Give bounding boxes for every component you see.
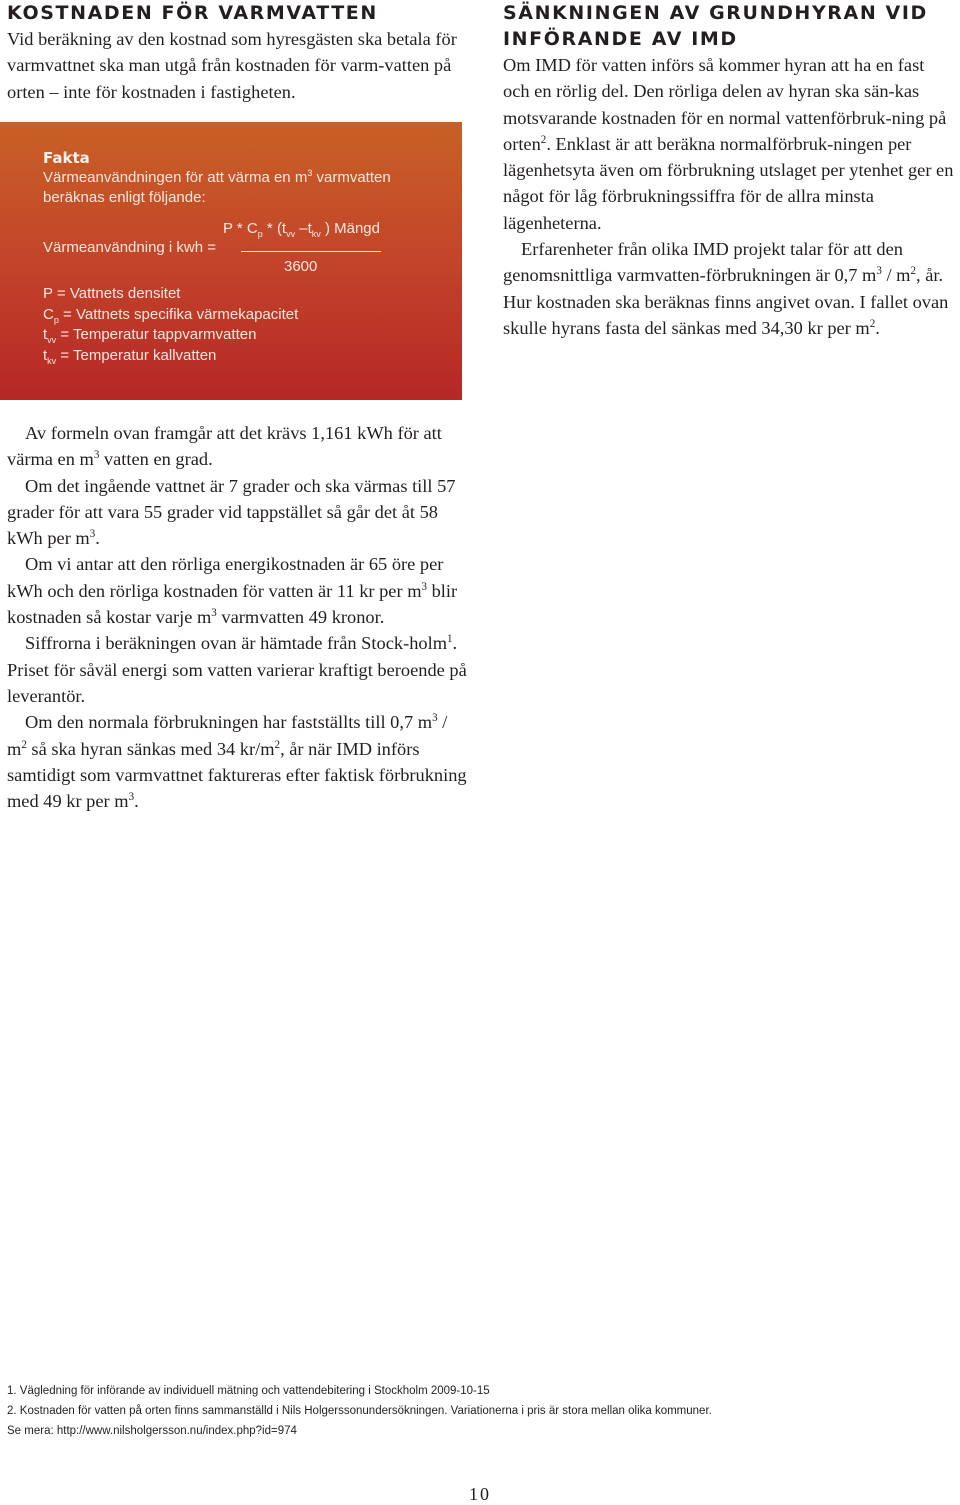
fakta-title: Fakta bbox=[43, 149, 90, 167]
calc-p5-sup4: 3 bbox=[128, 791, 135, 804]
calc-p2-b: . bbox=[95, 528, 100, 549]
formula-vv-sub: vv bbox=[286, 229, 296, 239]
def-tvv-text: = Temperatur tappvarmvatten bbox=[56, 326, 257, 343]
formula-mid: * (t bbox=[262, 220, 287, 237]
def-cp-sub: p bbox=[53, 314, 59, 325]
calc-p5-b: / m bbox=[7, 712, 448, 759]
formula-p: P * C bbox=[223, 220, 258, 237]
def-cp-text: = Vattnets specifika värmekapacitet bbox=[58, 305, 299, 323]
calc-p3-sup2: 3 bbox=[211, 606, 217, 619]
calc-p5-a: Om den normala förbrukningen har fastställts till 0,7 m bbox=[25, 712, 433, 733]
def-tkv-text: = Temperatur kallvatten bbox=[56, 346, 217, 364]
calc-p1-a: Av formeln ovan framgår att det krävs 1,161 kWh för att värma en m bbox=[7, 423, 442, 470]
formula bbox=[43, 220, 442, 284]
formula-p-sub: p bbox=[257, 229, 263, 239]
calc-p5-e: . bbox=[134, 791, 139, 812]
formula-kv-sub: kv bbox=[311, 229, 321, 239]
right-p1-a: Om IMD för vatten införs så kommer hyran att ha en fast och en rörlig del. Den rörliga delen av hyran ska sän-kas motsvarande kostnaden för en normal vattenförbruk-ning på orten bbox=[503, 55, 947, 154]
calc-paragraph-5 bbox=[7, 709, 467, 814]
formula-denominator: 3600 bbox=[284, 258, 318, 275]
calc-p2-sup: 3 bbox=[89, 528, 96, 541]
formula-dash: –t bbox=[295, 220, 312, 237]
def-tvv bbox=[43, 325, 442, 346]
fakta-intro-sup: 3 bbox=[307, 168, 313, 178]
right-p2-sup3: 2 bbox=[869, 317, 876, 330]
calc-p5-sup1: 3 bbox=[432, 712, 438, 725]
heading-kostnaden-for-varmvatten: KOSTNADEN FÖR VARMVATTEN bbox=[7, 2, 378, 24]
calc-paragraph-1 bbox=[7, 420, 467, 473]
calc-paragraph-4 bbox=[7, 630, 467, 709]
section-sankning-grundhyra bbox=[503, 0, 955, 341]
calc-paragraph-2 bbox=[7, 473, 467, 552]
right-paragraph-2 bbox=[503, 236, 955, 341]
fakta-box bbox=[0, 122, 462, 400]
formula-end: ) Mängd bbox=[320, 220, 380, 237]
fakta-intro-post: varmvatten beräknas enligt följande: bbox=[43, 169, 391, 206]
right-body bbox=[503, 52, 955, 341]
calc-p4-sup: 1 bbox=[447, 633, 453, 646]
right-paragraph-1 bbox=[503, 52, 955, 236]
calc-p5-c: så ska hyran sänkas med 34 kr/m bbox=[26, 738, 275, 759]
calc-p1-b: vatten en grad. bbox=[99, 449, 213, 470]
calc-p5-sup3: 2 bbox=[274, 738, 281, 751]
definitions bbox=[43, 284, 442, 366]
page-number: 10 bbox=[469, 1484, 491, 1504]
right-p2-sup1: 3 bbox=[876, 265, 882, 278]
right-p2-d: . bbox=[875, 317, 880, 338]
footnote-2: 2. Kostnaden för vatten på orten finns sammanställd i Nils Holgerssonundersökningen. Variationerna i pris är stora mellan olika kommuner. bbox=[7, 1405, 712, 1417]
right-p2-a: Erfarenheter från olika IMD projekt talar för att den genomsnittliga varmvatten-förbrukningen är 0,7 m bbox=[503, 239, 903, 286]
intro-text: Vid beräkning av den kostnad som hyresgästen ska betala för varmvattnet ska man utgå från kostnaden för varm-vatten på orten – inte för kostnaden i fastigheten. bbox=[7, 29, 457, 102]
calc-p4-a: Siffrorna i beräkningen ovan är hämtade från Stock-holm bbox=[25, 633, 447, 654]
footnote-1: 1. Vägledning för införande av individuell mätning och vattendebitering i Stockholm 2009-10-15 bbox=[7, 1385, 490, 1397]
right-p2-b: / m bbox=[881, 265, 911, 286]
calc-p1-sup: 3 bbox=[93, 449, 100, 462]
section-varmvatten bbox=[7, 0, 467, 105]
def-p: P = Vattnets densitet bbox=[43, 285, 181, 302]
right-p2-c: , år. Hur kostnaden ska beräknas finns angivet ovan. I fallet ovan skulle hyrans fasta del sänkas med 34,30 kr per m bbox=[503, 265, 949, 338]
heading-sankningen-av-grundhyran: SÄNKNINGEN AV GRUNDHYRAN VID INFÖRANDE AV IMD bbox=[503, 2, 928, 50]
def-tvv-sub: vv bbox=[47, 335, 57, 345]
calc-p4-b: . Priset för såväl energi som vatten varierar kraftigt beroende på leverantör. bbox=[7, 633, 467, 706]
calc-p3-a: Om vi antar att den rörliga energikostnaden är 65 öre per kWh och den rörliga kostnaden för vatten är 11 kr per m bbox=[7, 554, 444, 601]
def-tvv-sym: t bbox=[43, 326, 48, 343]
formula-numerator bbox=[223, 220, 380, 237]
def-tkv bbox=[43, 346, 442, 367]
right-p1-b: . Enklast är att beräkna normalförbruk-ningen per lägenhetsyta även om förbrukning utslaget per ytenhet ger en något för låg förbrukningssiffra för de allra minsta lägenheterna. bbox=[503, 133, 954, 233]
def-cp-sym: C bbox=[43, 305, 54, 323]
right-p2-sup2: 2 bbox=[910, 265, 916, 278]
footnotes bbox=[7, 1381, 947, 1441]
calc-p3-sup1: 3 bbox=[421, 580, 428, 593]
fakta-content bbox=[43, 148, 442, 366]
calc-p3-c: varmvatten 49 kronor. bbox=[216, 607, 385, 628]
def-tkv-sub: kv bbox=[47, 355, 57, 366]
fakta-intro-pre: Värmeanvändningen för att värma en m bbox=[43, 169, 308, 186]
calc-p5-sup2: 2 bbox=[21, 738, 27, 751]
def-cp bbox=[43, 305, 442, 326]
def-tkv-sym: t bbox=[43, 346, 48, 364]
intro-paragraph bbox=[7, 26, 467, 105]
calculation-text bbox=[7, 420, 467, 814]
calc-p3-b: blir kostnaden så kostar varje m bbox=[7, 580, 458, 628]
right-p1-sup: 2 bbox=[540, 133, 547, 146]
fakta-intro bbox=[43, 168, 442, 208]
fraction-bar bbox=[241, 251, 381, 252]
see-more-link[interactable]: Se mera: http://www.nilsholgersson.nu/index.php?id=974 bbox=[7, 1425, 297, 1437]
calc-p5-d: , år när IMD införs samtidigt som varmvattnet faktureras efter faktisk förbrukning med 49 kr per m bbox=[7, 738, 467, 812]
formula-lhs: Värmeanvändning i kwh = bbox=[43, 239, 217, 256]
calc-paragraph-3 bbox=[7, 551, 467, 630]
calc-p2-a: Om det ingående vattnet är 7 grader och ska värmas till 57 grader för att vara 55 grader vid tappstället så går det åt 58 kWh per m bbox=[7, 475, 456, 549]
